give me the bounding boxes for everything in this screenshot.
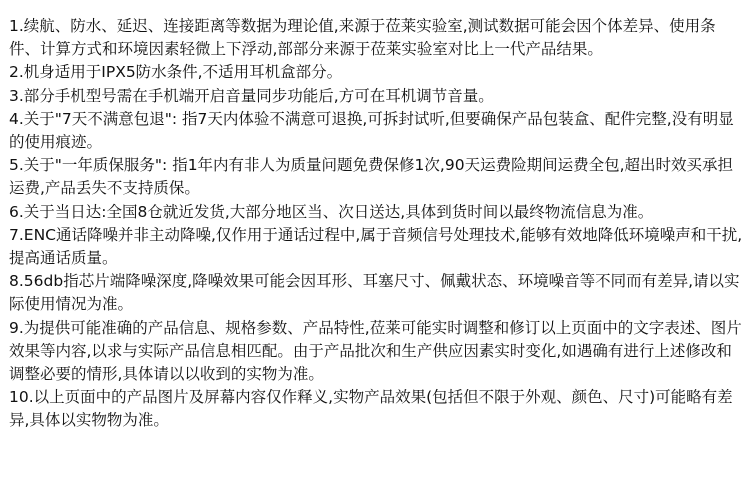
note-item-7: 7.ENC通话降噪并非主动降噪,仅作用于通话过程中,属于音频信号处理技术,能够有效地降低环境噪声和干扰,提高通话质量。 xyxy=(9,225,743,268)
note-item-4: 4.关于"7天不满意包退": 指7天内体验不满意可退换,可拆封试听,但要确保产品包装盒、配件完整,没有明显的使用痕迹。 xyxy=(9,109,734,152)
note-item-8: 8.56db指芯片端降噪深度,降噪效果可能会因耳形、耳塞尺寸、佩戴状态、环境噪音等不同而有差异,请以实际使用情况为准。 xyxy=(9,272,740,314)
note-item-9: 9.为提供可能准确的产品信息、规格参数、产品特性,莅莱可能实时调整和修订以上页面中的文字表述、图片效果等内容,以求与实际产品信息相匹配。由于产品批次和生产供应因素实时变化,如遇确有进行上述修改和调整必要的情形,具体请以以收到的实物为准。 xyxy=(9,318,742,384)
disclaimer-notes-list xyxy=(9,15,744,433)
note-item-5: 5.关于"一年质保服务": 指1年内有非人为质量问题免费保修1次,90天运费险期间运费全包,超出时效买承担运费,产品丢失不支持质保。 xyxy=(9,156,733,198)
note-item-10: 10.以上页面中的产品图片及屏幕内容仅作释义,实物产品效果(包括但不限于外观、颜色、尺寸)可能略有差异,具体以实物物为准。 xyxy=(9,388,733,430)
note-item-1: 1.续航、防水、延迟、连接距离等数据为理论值,来源于莅莱实验室,测试数据可能会因个体差异、使用条件、计算方式和环境因素轻微上下浮动,部部分来源于莅莱实验室对比上一代产品结果。 xyxy=(9,17,716,59)
note-item-3: 3.部分手机型号需在手机端开启音量同步功能后,方可在耳机调节音量。 xyxy=(9,86,494,105)
note-item-2: 2.机身适用于IPX5防水条件,不适用耳机盒部分。 xyxy=(9,63,343,82)
note-item-6: 6.关于当日达:全国8仓就近发货,大部分地区当、次日送达,具体到货时间以最终物流信息为准。 xyxy=(9,202,654,221)
